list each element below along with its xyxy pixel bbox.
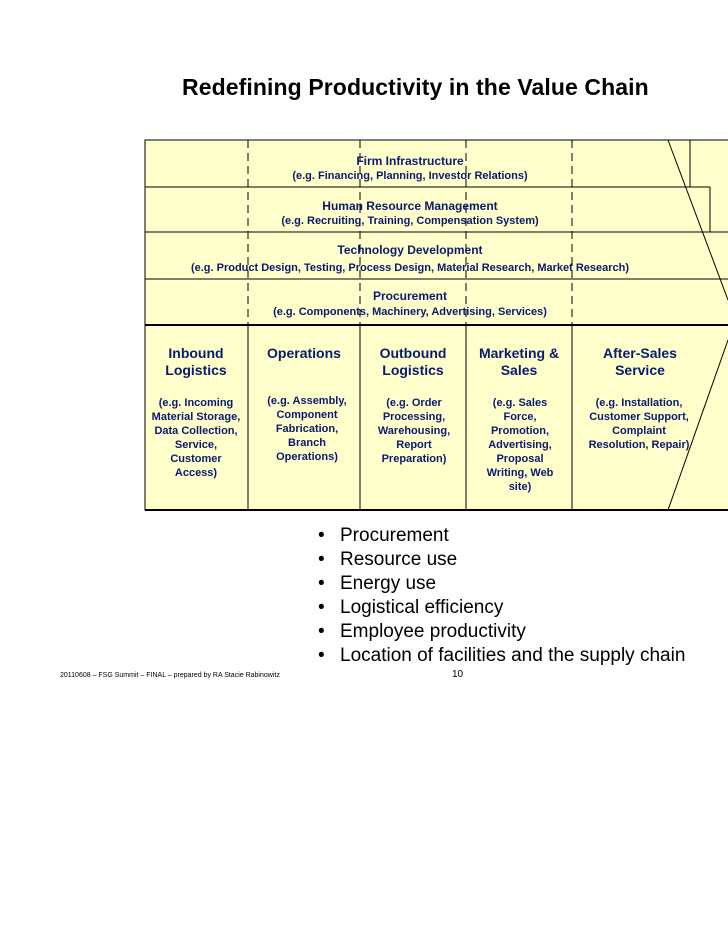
support-hr-desc: (e.g. Recruiting, Training, Compensation System) xyxy=(281,215,539,227)
primary-inbound-logistics-title: Inbound Logistics xyxy=(165,345,227,378)
support-tech-title: Technology Development xyxy=(337,243,483,257)
primary-marketing-sales-title: Marketing & Sales xyxy=(478,345,560,378)
list-item: • Procurement xyxy=(318,525,449,546)
primary-after-sales-desc: (e.g. Installation, Customer Support, Complaint Resolution, Repair) xyxy=(588,397,690,451)
primary-operations-desc: (e.g. Assembly, Component Fabrication, Branch Operations) xyxy=(267,395,347,463)
primary-operations-title: Operations xyxy=(267,345,341,361)
primary-inbound-logistics-desc: (e.g. Incoming Material Storage, Data Collection, Service, Customer Access) xyxy=(151,397,241,479)
support-procurement-desc: (e.g. Components, Machinery, Advertising, Services) xyxy=(273,306,547,318)
list-item: • Resource use xyxy=(318,549,458,570)
support-firm-infrastructure-desc: (e.g. Financing, Planning, Investor Relations) xyxy=(292,170,528,182)
page-title: Redefining Productivity in the Value Chain xyxy=(182,74,649,100)
primary-marketing-sales-desc: (e.g. Sales Force, Promotion, Advertising, Proposal Writing, Web site) xyxy=(486,397,554,493)
primary-outbound-logistics-title: Outbound Logistics xyxy=(379,345,447,378)
support-hr-title: Human Resource Management xyxy=(322,199,498,213)
footer-text: 20110608 – FSG Summit – FINAL – prepared by RA Stacie Rabinowitz xyxy=(60,672,280,679)
list-item: • Location of facilities and the supply chain xyxy=(318,645,686,666)
list-item: • Energy use xyxy=(318,573,437,594)
bullet-list xyxy=(316,524,685,668)
support-tech-desc: (e.g. Product Design, Testing, Process Design, Material Research, Market Research) xyxy=(190,262,630,274)
list-item: • Employee productivity xyxy=(318,621,526,642)
page-number: 10 xyxy=(452,669,464,680)
list-item: • Logistical efficiency xyxy=(318,597,504,618)
primary-outbound-logistics-desc: (e.g. Order Processing, Warehousing, Report Preparation) xyxy=(377,397,451,465)
primary-after-sales-title: After-Sales Service xyxy=(603,345,677,378)
support-firm-infrastructure-title: Firm Infrastructure xyxy=(356,154,464,168)
support-procurement-title: Procurement xyxy=(372,289,448,303)
